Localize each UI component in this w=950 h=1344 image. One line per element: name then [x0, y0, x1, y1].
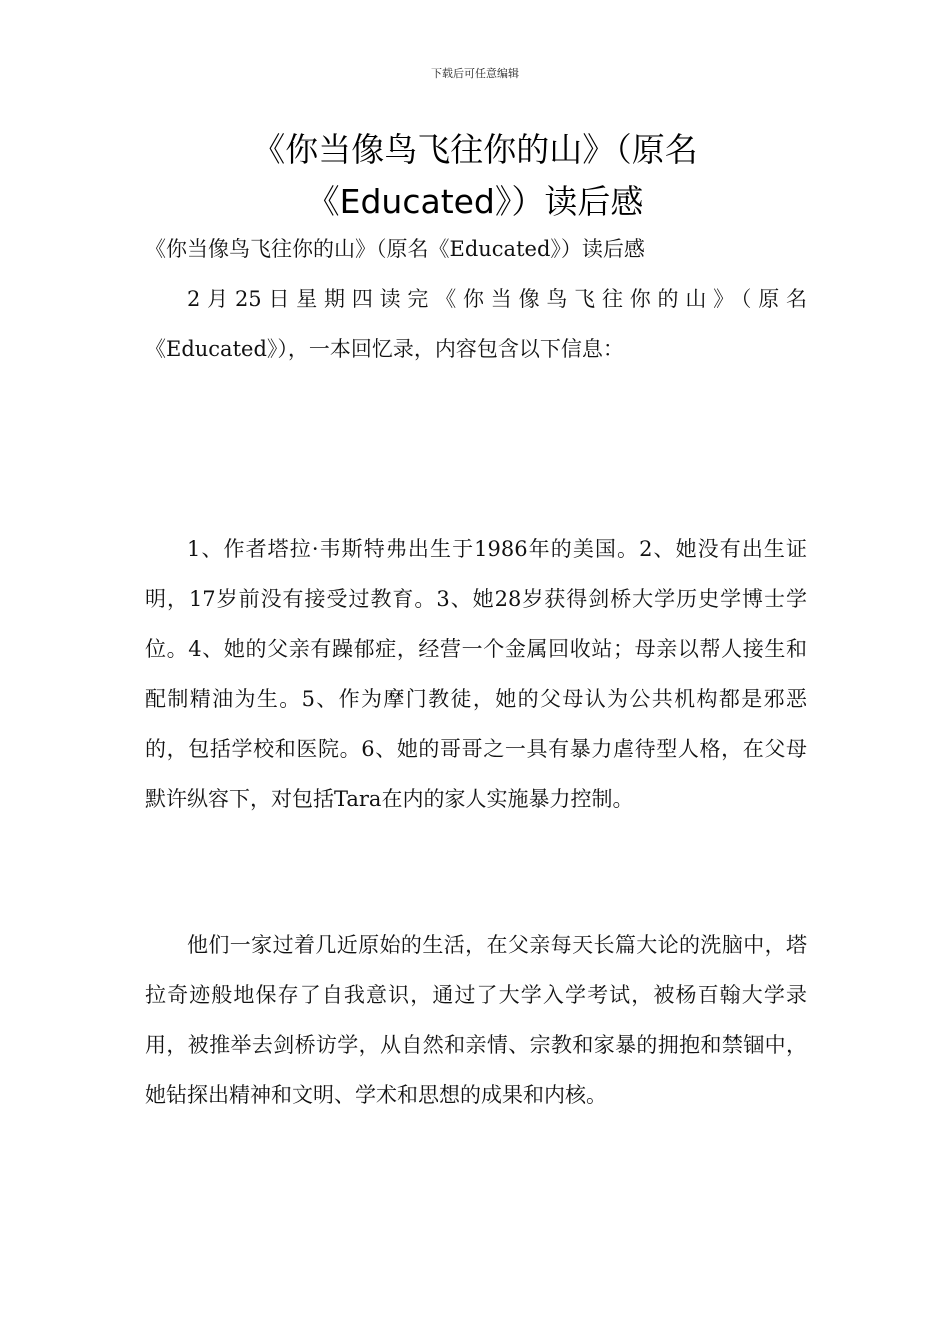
title-line-2: 《Educated》）读后感 [306, 182, 644, 221]
body-paragraph-summary: 他们一家过着几近原始的生活，在父亲每天长篇大论的洗脑中，塔拉奇迹般地保存了自我意识，通过了大学入学考试，被杨百翰大学录用，被推举去剑桥访学，从自然和亲情、宗教和家暴的拥抱和禁锢中，她钻探出精神和文明、学术和思想的成果和内核。 [145, 933, 807, 1107]
intro-paragraph: 2月25日星期四读完《你当像鸟飞往你的山》（原名《Educated》），一本回忆录，内容包含以下信息： [145, 287, 807, 361]
document-title [145, 124, 805, 228]
subtitle-line: 《你当像鸟飞往你的山》（原名《Educated》）读后感 [145, 237, 645, 261]
body-paragraph-facts: 1、作者塔拉·韦斯特弗出生于1986年的美国。2、她没有出生证明，17岁前没有接受过教育。3、她28岁获得剑桥大学历史学博士学位。4、她的父亲有躁郁症，经营一个金属回收站；母亲以帮人接生和配制精油为生。5、作为摩门教徒，她的父母认为公共机构都是邪恶的，包括学校和医院。6、她的哥哥之一具有暴力虐待型人格，在父母默许纵容下，对包括Tara在内的家人实施暴力控制。 [145, 537, 807, 811]
header-note: 下载后可任意编辑 [431, 67, 519, 80]
title-line-1: 《你当像鸟飞往你的山》（原名 [252, 130, 698, 169]
